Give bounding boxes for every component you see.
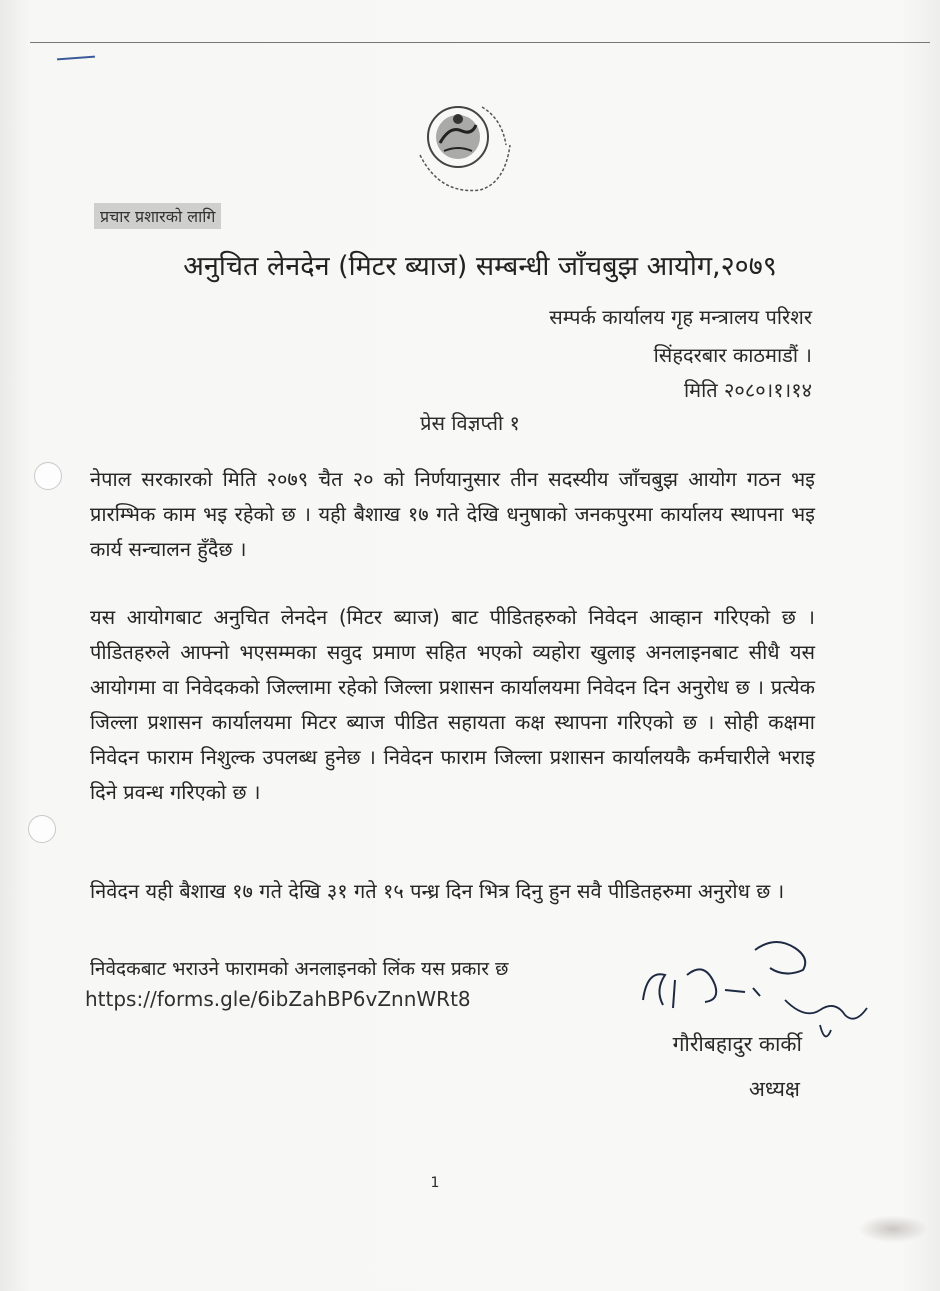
publicity-tag: प्रचार प्रशारको लागि [94, 203, 221, 229]
address-line-office: सम्पर्क कार्यालय गृह मन्त्रालय परिशर [549, 305, 812, 329]
press-release-heading: प्रेस विज्ञप्ती १ [420, 411, 520, 435]
address-line-city: सिंहदरबार काठमाडौं । [653, 343, 812, 367]
document-date: मिति २०८०।१।१४ [683, 378, 812, 402]
signer-role: अध्यक्ष [748, 1077, 800, 1101]
paragraph-3: निवेदन यही बैशाख १७ गते देखि ३१ गते १५ पन्ध्र दिन भित्र दिनु हुन सवै पीडितहरुमा अनुरोध छ । [90, 879, 785, 903]
link-intro: निवेदकबाट भराउने फारामको अनलाइनको लिंक यस प्रकार छ [90, 958, 509, 980]
top-rule [30, 42, 930, 43]
scan-smudge [858, 1215, 928, 1243]
punch-hole-lower [28, 815, 56, 843]
form-link[interactable]: https://forms.gle/6ibZahBP6vZnnWRt8 [85, 987, 471, 1011]
document-title: अनुचित लेनदेन (मिटर ब्याज) सम्बन्धी जाँचबुझ आयोग,२०७९ [183, 251, 777, 282]
commission-seal-icon [410, 95, 530, 210]
paragraph-2: यस आयोगबाट अनुचित लेनदेन (मिटर ब्याज) बाट पीडितहरुको निवेदन आव्हान गरिएको छ । पीडितहरुले आफ्नो भएसम्मका सवुद प्रमाण सहित भएको व्यहोरा खुलाइ अनलाइनबाट सीधै यस आयोगमा वा निवेदकको जिल्लामा रहेको जिल्ला प्रशासन कार्यालयमा निवेदन दिन अनुरोध छ । प्रत्येक जिल्ला प्रशासन कार्यालयमा मिटर ब्याज पीडित सहायता कक्ष स्थापना गरिएको छ । सोही कक्षमा निवेदन फाराम निशुल्क उपलब्ध हुनेछ । निवेदन फाराम जिल्ला प्रशासन कार्यालयकै कर्मचारीले भराइ दिने प्रवन्ध गरिएको छ । [90, 605, 815, 804]
paragraph-1: नेपाल सरकारको मिति २०७९ चैत २० को निर्णयानुसार तीन सदस्यीय जाँचबुझ आयोग गठन भइ प्रारम्भिक काम भइ रहेको छ । यही बैशाख १७ गते देखि धनुषाको जनकपुरमा कार्यालय स्थापना भइ कार्य सन्चालन हुँदैछ । [90, 467, 815, 561]
punch-hole-upper [34, 462, 62, 490]
signer-name: गौरीबहादुर कार्की [672, 1032, 802, 1056]
page-number: 1 [430, 1175, 440, 1191]
pen-mark [57, 56, 95, 61]
